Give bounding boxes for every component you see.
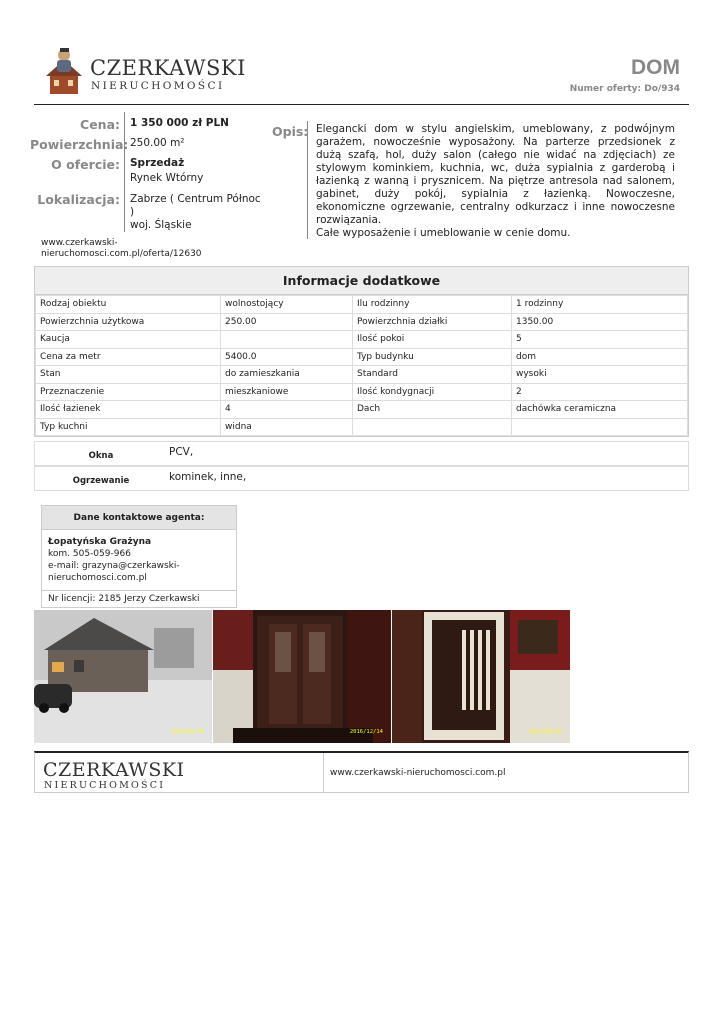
- info-key: Stan: [36, 366, 221, 384]
- info-key: Dach: [353, 401, 512, 419]
- description-label: Opis:: [272, 124, 309, 139]
- info-key: Typ budynku: [353, 348, 512, 366]
- offer-url-line1: www.czerkawski-: [41, 238, 118, 248]
- info-key: [353, 418, 512, 436]
- location-line1: Zabrze ( Centrum Północ: [130, 193, 261, 205]
- info-value: [512, 418, 688, 436]
- photo-exterior-image: [34, 610, 212, 743]
- location-label: Lokalizacja:: [37, 192, 120, 207]
- offer-url-line2: nieruchomosci.com.pl/oferta/12630: [41, 249, 202, 259]
- brand-subtitle: NIERUCHOMOŚCI: [91, 80, 225, 92]
- heating-value: kominek, inne,: [169, 471, 247, 483]
- windows-label: Okna: [88, 451, 114, 461]
- brand-name: CZERKAWSKI: [90, 56, 246, 80]
- info-value: widna: [221, 418, 353, 436]
- info-key: Standard: [353, 366, 512, 384]
- summary-divider: [124, 112, 125, 232]
- price-label: Cena:: [80, 117, 120, 132]
- info-key: Rodzaj obiektu: [36, 296, 221, 314]
- location-line2: ): [130, 206, 135, 218]
- additional-info-table: [34, 266, 689, 437]
- info-value: [221, 331, 353, 349]
- photo-exterior[interactable]: [34, 610, 212, 743]
- description-divider: [307, 121, 308, 239]
- info-value: 4: [221, 401, 353, 419]
- table-row: [36, 348, 688, 366]
- agent-phone[interactable]: kom. 505-059-966: [48, 549, 131, 559]
- area-value: 250.00 m²: [130, 137, 185, 149]
- photo-stairs-date: 2012/02/10: [528, 729, 562, 735]
- info-key: Ilość pokoi: [353, 331, 512, 349]
- footer-brand-subtitle: NIERUCHOMOŚCI: [44, 780, 166, 791]
- info-value: 1 rodzinny: [512, 296, 688, 314]
- footer-url[interactable]: www.czerkawski-nieruchomosci.com.pl: [330, 768, 506, 778]
- agent-title: Dane kontaktowe agenta:: [42, 506, 236, 530]
- info-value: 5400.0: [221, 348, 353, 366]
- photo-hall[interactable]: [213, 610, 391, 743]
- info-value: mieszkaniowe: [221, 383, 353, 401]
- photo-stairs-image: [392, 610, 570, 743]
- info-value: do zamieszkania: [221, 366, 353, 384]
- description: [316, 123, 675, 240]
- photo-stairs[interactable]: [392, 610, 570, 743]
- info-value: 5: [512, 331, 688, 349]
- info-grid: [35, 295, 688, 436]
- offer-url[interactable]: [41, 238, 211, 260]
- info-value: 1350.00: [512, 313, 688, 331]
- heating-row: [34, 466, 689, 491]
- info-key: Przeznaczenie: [36, 383, 221, 401]
- info-value: dachówka ceramiczna: [512, 401, 688, 419]
- area-label: Powierzchnia:: [30, 137, 129, 152]
- info-key: Powierzchnia użytkowa: [36, 313, 221, 331]
- description-text: Elegancki dom w stylu angielskim, umeblowany, z podwójnym garażem, nowocześnie wyposażony. Na parterze przedsionek z dużą szafą, hol, duży salon (całego nie widać na zdjęciach) ze stylowym kominkiem, kuchnia, wc, duża sypialnia z garderobą i łazienką z wanną i prysznicem. Na piętrze antresola nad salonem, gabinet, duży pokój, sypialnia z łazienką. Nowoczesne, ekonomiczne ogrzewanie, centralny odkurzacz i inne nowoczesne rozwiązania.: [316, 123, 675, 226]
- agent-email-line2[interactable]: nieruchomosci.com.pl: [48, 573, 147, 583]
- footer-divider: [323, 753, 324, 793]
- market-type: Rynek Wtórny: [130, 172, 204, 184]
- agent-license: Nr licencji: 2185 Jerzy Czerkawski: [42, 590, 236, 607]
- company-logo: [44, 46, 246, 98]
- table-row: [36, 418, 688, 436]
- footer-brand-name: CZERKAWSKI: [43, 759, 185, 781]
- info-value: 250.00: [221, 313, 353, 331]
- info-key: Ilu rodzinny: [353, 296, 512, 314]
- header-divider: [34, 104, 689, 105]
- info-key: Powierzchnia działki: [353, 313, 512, 331]
- photo-hall-date: 2016/12/14: [349, 729, 383, 735]
- info-value: 2: [512, 383, 688, 401]
- photo-exterior-date: 2012/02/10: [170, 729, 204, 735]
- table-row: [36, 383, 688, 401]
- info-value: wysoki: [512, 366, 688, 384]
- property-type-heading: DOM: [631, 56, 680, 79]
- info-key: Cena za metr: [36, 348, 221, 366]
- logo-house-icon: [44, 46, 84, 96]
- table-row: [36, 313, 688, 331]
- additional-info-title: Informacje dodatkowe: [35, 267, 688, 295]
- info-value: wolnostojący: [221, 296, 353, 314]
- agent-email-line1[interactable]: e-mail: grazyna@czerkawski-: [48, 561, 180, 571]
- price-value: 1 350 000 zł PLN: [130, 117, 229, 129]
- info-key: Ilość łazienek: [36, 401, 221, 419]
- agent-contact-box: [41, 505, 237, 608]
- table-row: [36, 296, 688, 314]
- windows-row: [34, 441, 689, 466]
- info-key: Kaucja: [36, 331, 221, 349]
- agent-name: Łopatyńska Grażyna: [48, 537, 152, 547]
- info-key: Ilość kondygnacji: [353, 383, 512, 401]
- table-row: [36, 331, 688, 349]
- offer-label: O ofercie:: [51, 157, 120, 172]
- table-row: [36, 401, 688, 419]
- footer: [34, 751, 689, 793]
- photo-hall-image: [213, 610, 391, 743]
- offer-type: Sprzedaż: [130, 157, 185, 169]
- offer-number: Numer oferty: Do/934: [569, 84, 680, 94]
- description-note: Całe wyposażenie i umeblowanie w cenie domu.: [316, 227, 571, 239]
- heating-label: Ogrzewanie: [72, 476, 130, 486]
- table-row: [36, 366, 688, 384]
- info-key: Typ kuchni: [36, 418, 221, 436]
- province: woj. Śląskie: [130, 219, 192, 231]
- info-value: dom: [512, 348, 688, 366]
- windows-value: PCV,: [169, 446, 194, 458]
